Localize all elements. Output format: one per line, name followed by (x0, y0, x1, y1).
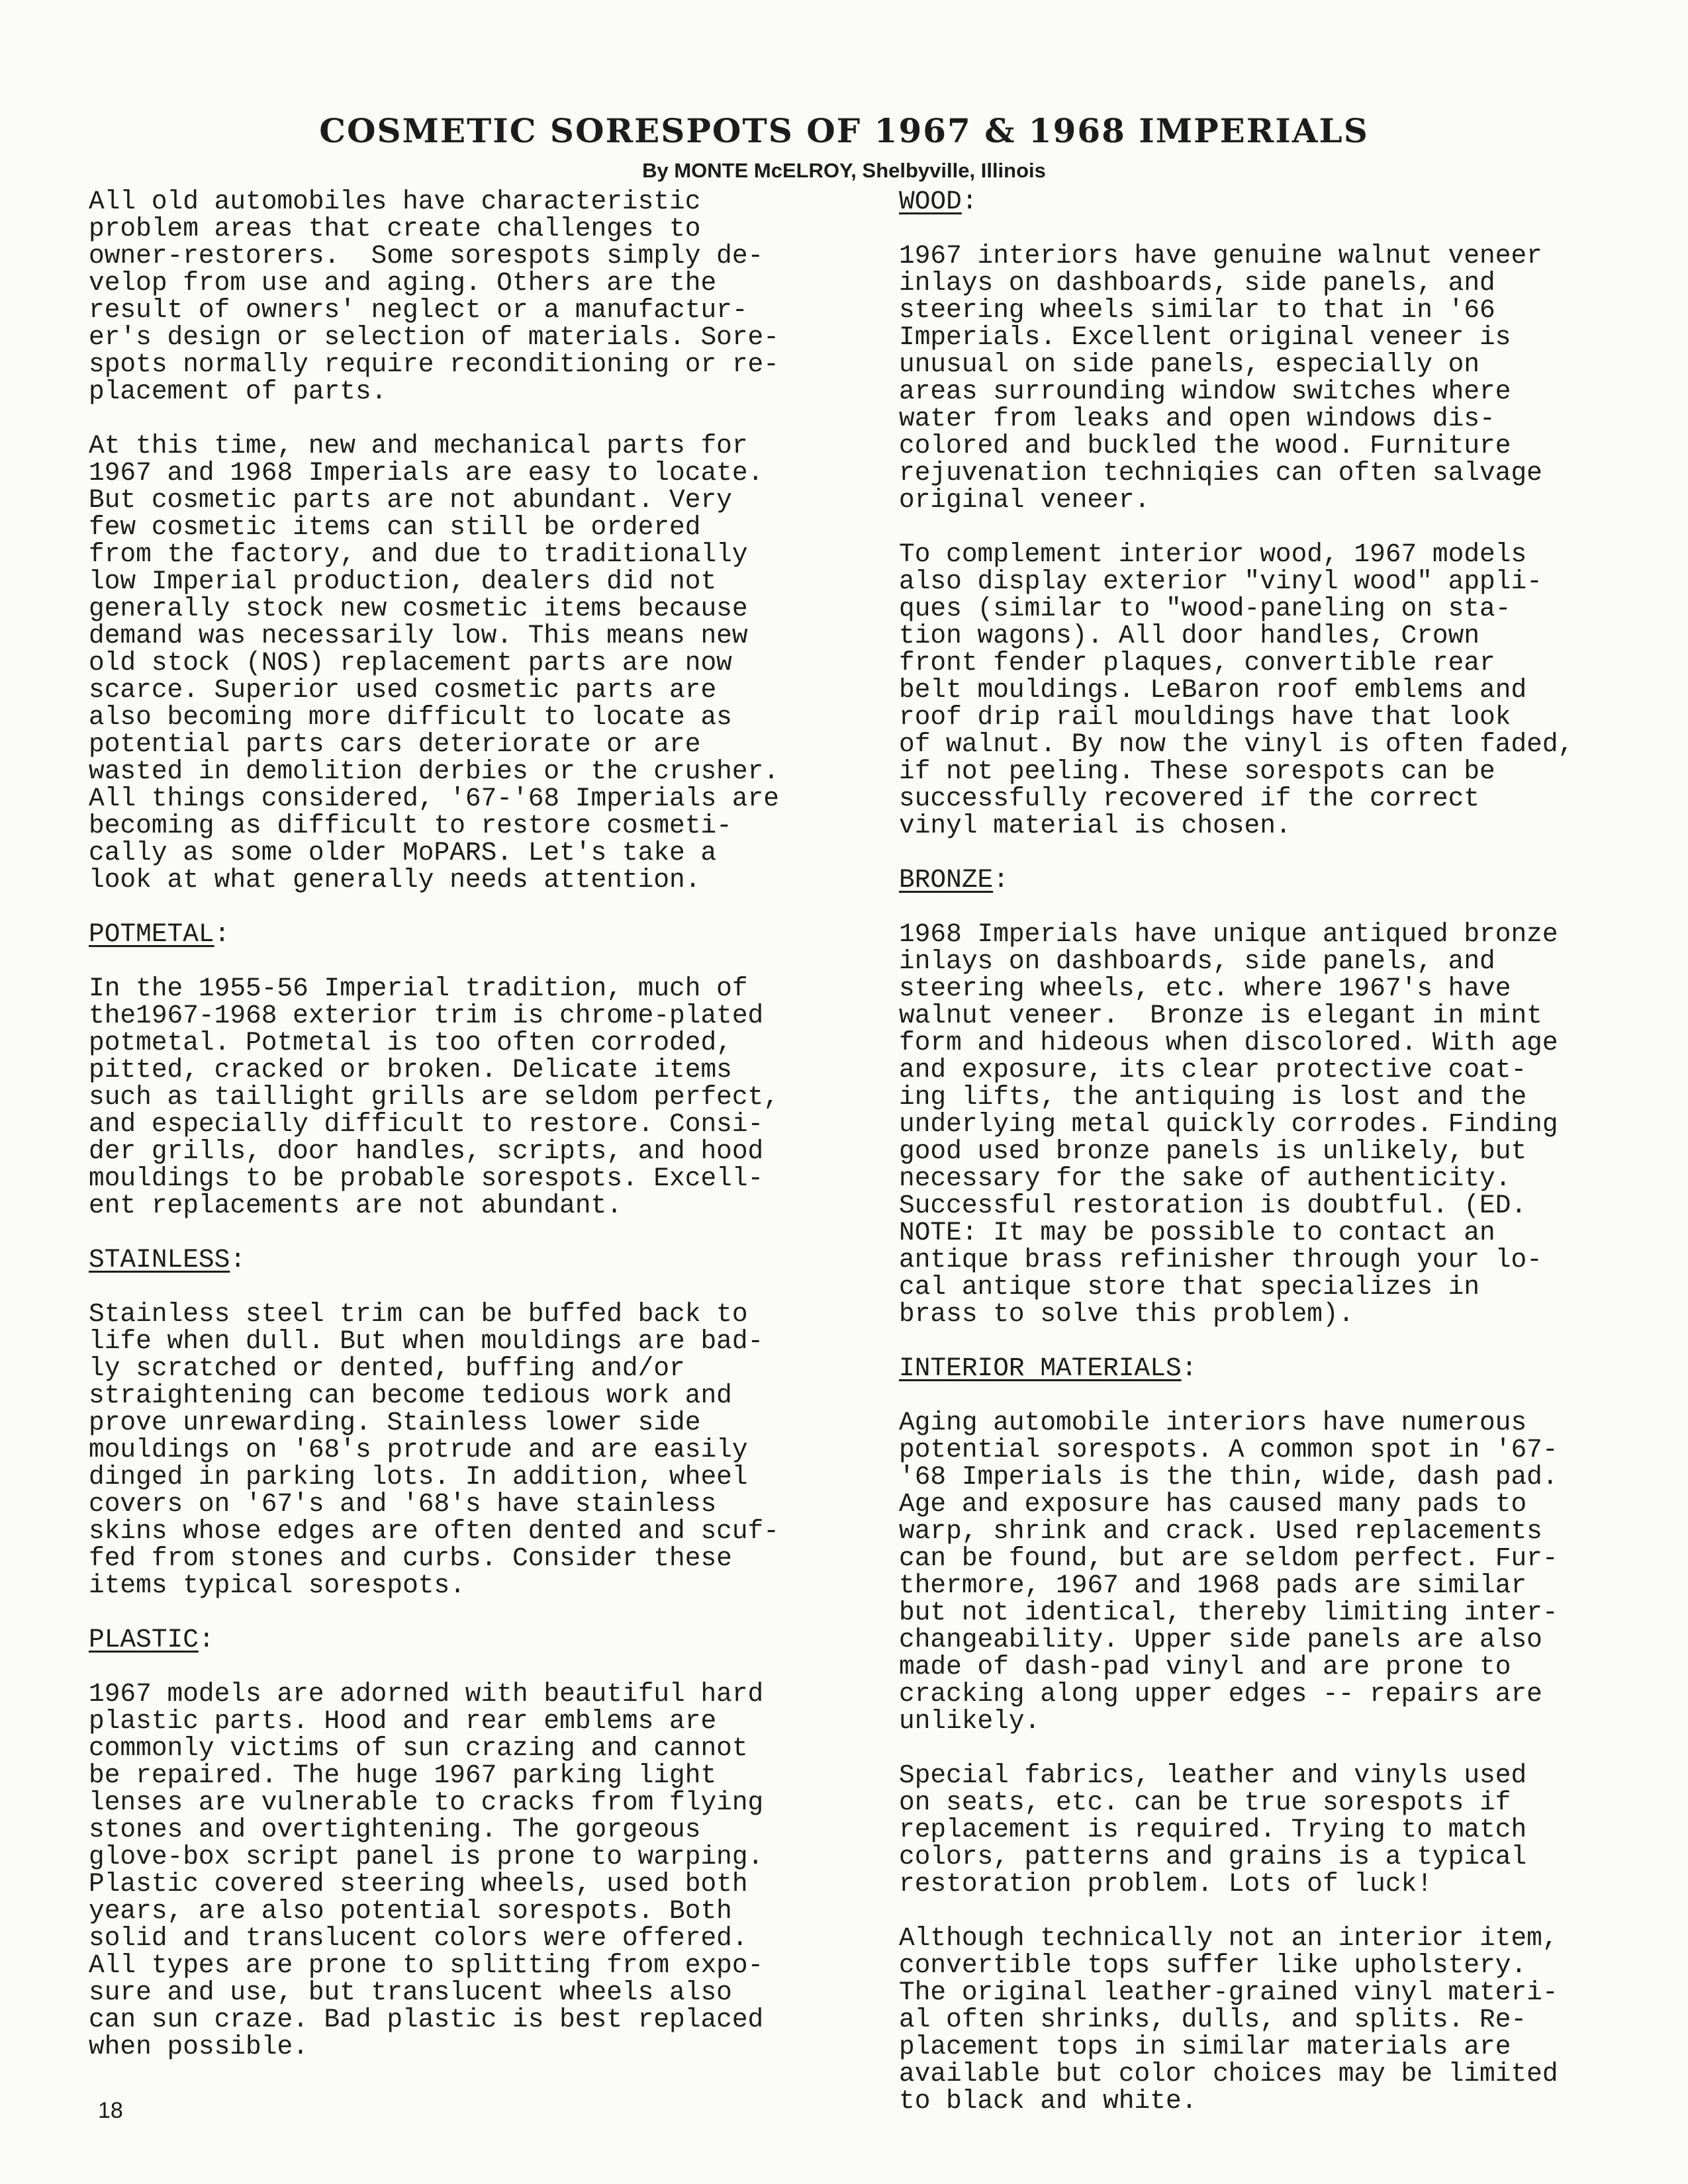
text-line: result of owners' neglect or a manufactur- (89, 295, 748, 325)
text-line: plastic parts. Hood and rear emblems are (89, 1706, 717, 1736)
text-line: cal antique store that specializes in (899, 1272, 1480, 1302)
text-line: commonly victims of sun crazing and cannot (89, 1733, 748, 1763)
text-line: al often shrinks, dulls, and splits. Re- (899, 2005, 1527, 2034)
text-line: areas surrounding window switches where (899, 377, 1511, 406)
section-heading-plastic (89, 1626, 823, 1653)
text-line: and exposure, its clear protective coat- (899, 1055, 1527, 1085)
text-line: placement tops in similar materials are (899, 2032, 1511, 2062)
text-line: front fender plaques, convertible rear (899, 648, 1495, 678)
text-line: owner-restorers. Some sorespots simply de- (89, 241, 764, 271)
text-line: such as taillight grills are seldom perfect, (89, 1082, 779, 1112)
paragraph (89, 432, 823, 893)
text-line: Plastic covered steering wheels, used both (89, 1869, 748, 1899)
text-line: Age and exposure has caused many pads to (899, 1489, 1527, 1519)
text-line: restoration problem. Lots of luck! (899, 1869, 1432, 1899)
text-line: on seats, etc. can be true sorespots if (899, 1788, 1511, 1817)
text-line: To complement interior wood, 1967 models (899, 539, 1527, 569)
text-line: necessary for the sake of authenticity. (899, 1163, 1511, 1193)
text-line: '68 Imperials is the thin, wide, dash pad. (899, 1462, 1558, 1492)
text-line: the1967-1968 exterior trim is chrome-plated (89, 1001, 764, 1030)
text-line: generally stock new cosmetic items because (89, 594, 748, 623)
text-line: old stock (NOS) replacement parts are now (89, 648, 732, 678)
text-line: when possible. (89, 2032, 308, 2062)
text-line: scarce. Superior used cosmetic parts are (89, 675, 717, 705)
paragraph (89, 1300, 823, 1599)
text-line: also becoming more difficult to locate as (89, 702, 732, 732)
text-line: All things considered, '67-'68 Imperials are (89, 784, 779, 813)
section-heading-stainless (89, 1246, 823, 1273)
section-heading-text: WOOD (899, 187, 962, 216)
text-line: sure and use, but translucent wheels also (89, 1978, 732, 2007)
text-line: Special fabrics, leather and vinyls used (899, 1760, 1527, 1790)
text-line: changeability. Upper side panels are also (899, 1625, 1542, 1655)
text-line: tion wagons). All door handles, Crown (899, 621, 1480, 651)
text-line: ing lifts, the antiquing is lost and the (899, 1082, 1527, 1112)
text-line: Aging automobile interiors have numerous (899, 1408, 1527, 1437)
text-line: roof drip rail mouldings have that look (899, 702, 1511, 732)
section-heading-colon: : (198, 1625, 214, 1655)
section-heading-potmetal (89, 921, 823, 948)
text-line: good used bronze panels is unlikely, but (899, 1136, 1527, 1166)
text-line: antique brass refinisher through your lo- (899, 1245, 1542, 1275)
section-heading-bronze (899, 866, 1647, 893)
paragraph (89, 188, 823, 405)
text-line: glove-box script panel is prone to warping. (89, 1842, 764, 1872)
section-heading-wood (899, 188, 1647, 215)
text-line: problem areas that create challenges to (89, 214, 701, 244)
text-line: unlikely. (899, 1706, 1041, 1736)
text-line: thermore, 1967 and 1968 pads are similar (899, 1570, 1527, 1600)
text-line: er's design or selection of materials. Sore- (89, 322, 779, 352)
text-line: ques (similar to "wood-paneling on sta- (899, 594, 1511, 623)
section-heading-text: BRONZE (899, 865, 994, 895)
section-heading-text: INTERIOR MATERIALS (899, 1353, 1182, 1383)
text-line: demand was necessarily low. This means new (89, 621, 748, 651)
text-line: look at what generally needs attention. (89, 865, 701, 895)
text-line: walnut veneer. Bronze is elegant in mint (899, 1001, 1542, 1030)
text-line: skins whose edges are often dented and scuf- (89, 1516, 779, 1546)
text-line: to black and white. (899, 2086, 1197, 2116)
text-line: dinged in parking lots. In addition, wheel (89, 1462, 748, 1492)
text-line: Successful restoration is doubtful. (ED. (899, 1191, 1527, 1220)
text-line: 1967 interiors have genuine walnut veneer (899, 241, 1542, 271)
text-line: NOTE: It may be possible to contact an (899, 1218, 1495, 1248)
page-number: 18 (98, 2098, 123, 2123)
article-title: COSMETIC SORESPOTS OF 1967 & 1968 IMPERIALS (319, 111, 1369, 150)
text-line: items typical sorespots. (89, 1570, 465, 1600)
text-line: but not identical, thereby limiting inter- (899, 1598, 1558, 1627)
text-line: Stainless steel trim can be buffed back to (89, 1299, 748, 1329)
text-line: fed from stones and curbs. Consider these (89, 1543, 732, 1573)
text-line: spots normally require reconditioning or re- (89, 349, 779, 379)
text-line: original veneer. (899, 485, 1150, 515)
text-line: Imperials. Excellent original veneer is (899, 322, 1511, 352)
text-line: ent replacements are not abundant. (89, 1191, 622, 1220)
section-heading-text: PLASTIC (89, 1625, 199, 1655)
text-line: prove unrewarding. Stainless lower side (89, 1408, 701, 1437)
section-heading-colon: : (961, 187, 978, 216)
text-line: In the 1955-56 Imperial tradition, much of (89, 974, 748, 1003)
text-line: few cosmetic items can still be ordered (89, 512, 701, 542)
text-line: years, are also potential sorespots. Both (89, 1896, 732, 1926)
text-line: inlays on dashboards, side panels, and (899, 946, 1495, 976)
text-line: made of dash-pad vinyl and are prone to (899, 1652, 1511, 1682)
paragraph (89, 975, 823, 1219)
text-line: water from leaks and open windows dis- (899, 404, 1495, 433)
text-line: wasted in demolition derbies or the crusher. (89, 756, 779, 786)
text-line: underlying metal quickly corrodes. Finding (899, 1109, 1558, 1139)
article-byline: By MONTE McELROY, Shelbyville, Illinois (642, 159, 1046, 182)
text-line: 1967 models are adorned with beautiful hard (89, 1679, 764, 1709)
text-line: ly scratched or dented, buffing and/or (89, 1353, 685, 1383)
text-line: becoming as difficult to restore cosmeti- (89, 811, 732, 841)
text-line: stones and overtightening. The gorgeous (89, 1815, 701, 1844)
text-line: brass to solve this problem). (899, 1299, 1354, 1329)
text-line: can sun craze. Bad plastic is best replaced (89, 2005, 764, 2034)
section-heading-text: STAINLESS (89, 1245, 230, 1275)
text-line: low Imperial production, dealers did not (89, 567, 717, 596)
text-line: der grills, door handles, scripts, and hood (89, 1136, 764, 1166)
text-line: vinyl material is chosen. (899, 811, 1291, 841)
text-line: All old automobiles have characteristic (89, 187, 701, 216)
text-line: 1968 Imperials have unique antiqued bronze (899, 919, 1558, 949)
text-line: potmetal. Potmetal is too often corroded, (89, 1028, 732, 1058)
text-line: mouldings to be probable sorespots. Excell- (89, 1163, 764, 1193)
text-line: potential sorespots. A common spot in '67- (899, 1435, 1558, 1465)
text-line: 1967 and 1968 Imperials are easy to locate. (89, 458, 764, 488)
text-line: inlays on dashboards, side panels, and (899, 268, 1495, 298)
paragraph (899, 242, 1647, 514)
text-line: replacement is required. Trying to match (899, 1815, 1527, 1844)
text-line: form and hideous when discolored. With age (899, 1028, 1558, 1058)
text-line: be repaired. The huge 1967 parking light (89, 1760, 717, 1790)
text-line: pitted, cracked or broken. Delicate items (89, 1055, 732, 1085)
section-heading-interior-materials (899, 1355, 1647, 1382)
paragraph (899, 1409, 1647, 1735)
right-column (899, 188, 1647, 2115)
paragraph (899, 541, 1647, 839)
text-line: available but color choices may be limited (899, 2059, 1558, 2089)
text-line: steering wheels, etc. where 1967's have (899, 974, 1511, 1003)
text-line: can be found, but are seldom perfect. Fur- (899, 1543, 1558, 1573)
text-line: successfully recovered if the correct (899, 784, 1480, 813)
section-heading-colon: : (1181, 1353, 1197, 1383)
text-line: All types are prone to splitting from expo- (89, 1950, 764, 1980)
text-line: covers on '67's and '68's have stainless (89, 1489, 717, 1519)
text-line: life when dull. But when mouldings are bad- (89, 1326, 764, 1356)
text-line: warp, shrink and crack. Used replacements (899, 1516, 1542, 1546)
paragraph (899, 1762, 1647, 1897)
text-line: Although technically not an interior item, (899, 1923, 1558, 1953)
section-heading-colon: : (214, 919, 230, 949)
text-line: if not peeling. These sorespots can be (899, 756, 1495, 786)
text-line: rejuvenation techniqies can often salvage (899, 458, 1542, 488)
text-line: solid and translucent colors were offered. (89, 1923, 748, 1953)
text-line: straightening can become tedious work and (89, 1381, 732, 1410)
text-line: At this time, new and mechanical parts for (89, 431, 748, 461)
paragraph (899, 921, 1647, 1328)
text-line: colored and buckled the wood. Furniture (899, 431, 1511, 461)
text-line: and especially difficult to restore. Consi- (89, 1109, 764, 1139)
text-line: mouldings on '68's protrude and are easily (89, 1435, 748, 1465)
text-line: cally as some older MoPARS. Let's take a (89, 838, 717, 868)
text-line: from the factory, and due to traditionally (89, 539, 748, 569)
text-line: steering wheels similar to that in '66 (899, 295, 1495, 325)
left-column (89, 188, 823, 2060)
text-line: But cosmetic parts are not abundant. Very (89, 485, 732, 515)
text-line: cracking along upper edges -- repairs are (899, 1679, 1542, 1709)
section-heading-colon: : (993, 865, 1009, 895)
text-line: lenses are vulnerable to cracks from flying (89, 1788, 764, 1817)
text-line: colors, patterns and grains is a typical (899, 1842, 1527, 1872)
text-line: The original leather-grained vinyl materi- (899, 1978, 1558, 2007)
paragraph (899, 1925, 1647, 2115)
text-line: placement of parts. (89, 377, 387, 406)
text-line: velop from use and aging. Others are the (89, 268, 717, 298)
paragraph (89, 1680, 823, 2060)
text-line: potential parts cars deteriorate or are (89, 729, 701, 759)
text-line: also display exterior "vinyl wood" appli- (899, 567, 1542, 596)
section-heading-colon: : (230, 1245, 246, 1275)
text-line: unusual on side panels, especially on (899, 349, 1480, 379)
text-line: of walnut. By now the vinyl is often faded, (899, 729, 1574, 759)
section-heading-text: POTMETAL (89, 919, 214, 949)
text-line: belt mouldings. LeBaron roof emblems and (899, 675, 1527, 705)
text-line: convertible tops suffer like upholstery. (899, 1950, 1527, 1980)
